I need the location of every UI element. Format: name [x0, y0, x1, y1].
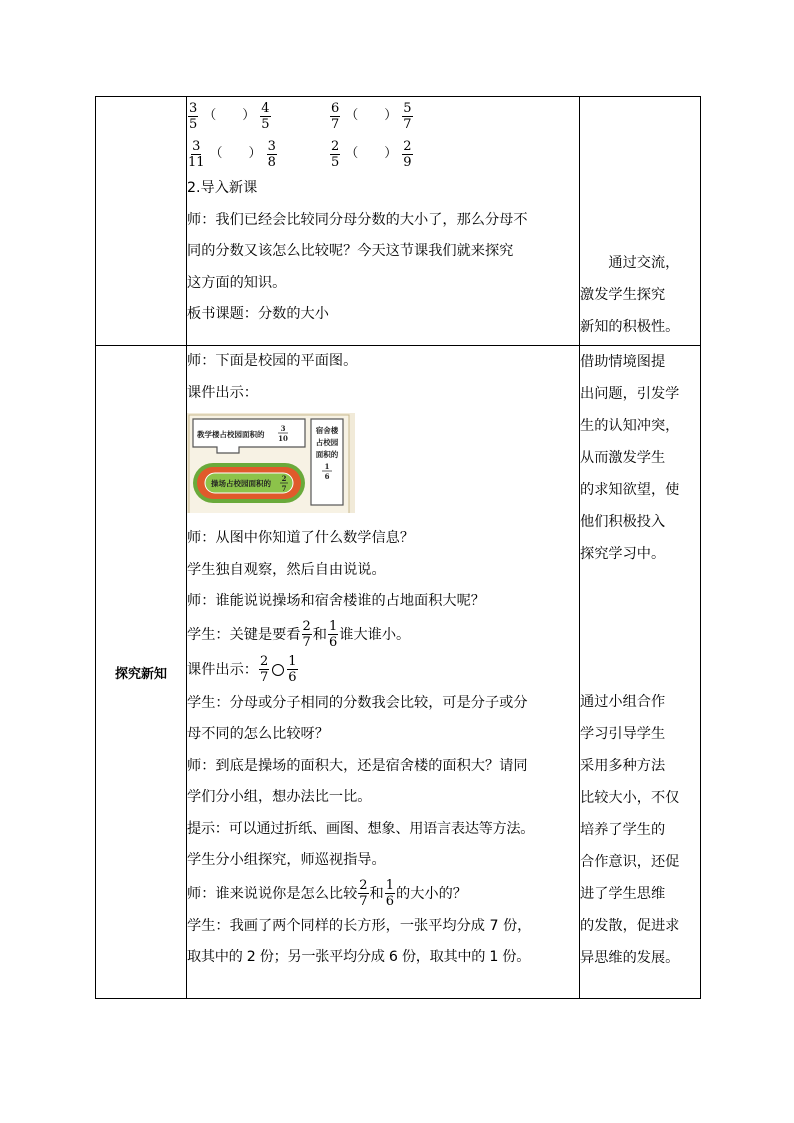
teaching-frac-num: 3 — [280, 424, 286, 433]
fraction: $\frac{2}{7}$ — [259, 654, 269, 685]
compare-item — [187, 100, 329, 132]
text-line: 2.导入新课 — [187, 180, 258, 196]
cell-intro-note — [580, 97, 701, 346]
note-line: 学习引导学生 — [580, 726, 666, 742]
cell-explore-content — [187, 346, 580, 999]
note-line: 进了学生思维 — [580, 886, 666, 902]
text-line: 学们分小组，想办法比一比。 — [187, 789, 372, 805]
compare-exercises — [187, 97, 579, 173]
note-line: 的发散，促进求 — [580, 918, 680, 934]
cell-empty-label — [96, 97, 187, 346]
cell-explore-notes — [580, 346, 701, 999]
fraction: $\frac{5}{7}$ — [403, 100, 412, 132]
fraction: $\frac{3}{8}$ — [267, 138, 276, 170]
answer-blank[interactable]: （ ） — [345, 146, 398, 162]
compare-item — [329, 138, 469, 170]
fraction: $\frac{1}{6}$ — [329, 619, 338, 650]
note-line: 合作意识，还促 — [580, 854, 680, 870]
answer-blank[interactable]: （ ） — [345, 108, 398, 124]
text-line: 师：谁能说说操场和宿舍楼谁的占地面积大呢？ — [187, 593, 485, 609]
note-block-2 — [580, 686, 700, 974]
row-intro — [96, 97, 701, 346]
lesson-plan-table — [95, 96, 701, 999]
note-line: 出问题，引发学 — [580, 386, 680, 402]
note-line: 培养了学生的 — [580, 822, 666, 838]
fraction: $\frac{6}{7}$ — [331, 100, 340, 132]
text-line-fraction: 课件出示： $\frac{2}{7}$ $\frac{1}{6}$ — [187, 654, 297, 685]
compare-circle-icon — [272, 664, 284, 676]
playground-frac-num: 2 — [281, 474, 287, 483]
text-line-fraction: 师：谁来说说你是怎么比较 $\frac{2}{7}$ 和 $\frac{1}{6}$ 的大小的？ — [187, 878, 467, 909]
note-line: 异思维的发展。 — [580, 950, 680, 966]
note-line: 他们积极投入 — [580, 514, 666, 530]
text-line: 学生独自观察，然后自由说说。 — [187, 561, 386, 578]
note-line: 通过交流， — [580, 255, 680, 271]
note-line: 激发学生探究 — [580, 287, 666, 303]
text-line: 这方面的知识。 — [187, 274, 287, 291]
compare-item — [187, 138, 329, 170]
text-line: 母不同的怎么比较呀？ — [187, 726, 329, 742]
fraction: $\frac{2}{5}$ — [331, 138, 340, 170]
dorm-frac-num: 1 — [324, 462, 330, 471]
note-line: 的求知欲望，使 — [580, 482, 680, 498]
text-line: 课件出示： — [187, 384, 258, 401]
fraction: $\frac{1}{6}$ — [288, 654, 297, 685]
note-line: 探究学习中。 — [580, 546, 666, 562]
note-line: 采用多种方法 — [580, 758, 666, 774]
text-line: 学生：分母或分子相同的分数我会比较，可是分子或分 — [187, 694, 528, 711]
note-line: 通过小组合作 — [580, 694, 666, 710]
compare-item — [329, 100, 469, 132]
cell-intro-content — [187, 97, 580, 346]
text-line: 师：从图中你知道了什么数学信息？ — [187, 530, 415, 546]
compare-row — [187, 97, 579, 135]
fraction: $\frac{4}{5}$ — [261, 100, 270, 132]
dorm-label-line: 占校园 — [315, 438, 339, 447]
text-line: 师：到底是操场的面积大，还是宿舍楼的面积大？请同 — [187, 757, 528, 774]
note-line: 从而激发学生 — [580, 450, 666, 466]
fraction: $\frac{3}{5}$ — [189, 100, 198, 132]
note-line: 比较大小，不仅 — [580, 790, 680, 806]
answer-blank[interactable]: （ ） — [203, 108, 256, 124]
note-line: 借助情境图提 — [580, 354, 666, 370]
dorm-frac-den: 6 — [324, 472, 330, 481]
answer-blank[interactable]: （ ） — [209, 146, 262, 162]
note-line: 新知的积极性。 — [580, 319, 680, 335]
note-line: 生的认知冲突， — [580, 418, 680, 434]
dorm-label-line: 宿舍楼 — [315, 426, 339, 435]
text-line: 师：我们已经会比较同分母分数的大小了，那么分母不 — [187, 211, 528, 228]
teaching-building-label: 教学楼占校园面积的 — [197, 430, 265, 439]
fraction: $\frac{2}{7}$ — [302, 619, 311, 650]
compare-row — [187, 135, 579, 173]
fraction: $\frac{2}{7}$ — [359, 878, 368, 909]
fraction: $\frac{3}{11}$ — [188, 138, 205, 170]
text-line: 学生：我画了两个同样的长方形，一张平均分成 7 份， — [187, 917, 532, 934]
text-line: 师：下面是校园的平面图。 — [187, 353, 358, 369]
note-block-1 — [580, 346, 700, 570]
fraction: $\frac{1}{6}$ — [385, 878, 395, 909]
dorm-label-line: 面积的 — [315, 450, 339, 459]
playground-label: 操场占校园面积的 — [211, 479, 271, 488]
text-line: 取其中的 2 份；另一张平均分成 6 份，取其中的 1 份。 — [187, 949, 531, 965]
text-line: 板书课题：分数的大小 — [187, 306, 329, 322]
text-line: 学生分小组探究，师巡视指导。 — [187, 852, 386, 868]
teaching-frac-den: 10 — [278, 434, 288, 443]
row-explore — [96, 346, 701, 999]
text-line-fraction: 学生：关键是要看 $\frac{2}{7}$ 和 $\frac{1}{6}$ 谁大谁小。 — [187, 619, 411, 650]
fraction: $\frac{2}{9}$ — [403, 138, 412, 170]
section-label: 探究新知 — [96, 346, 187, 999]
text-line: 同的分数又该怎么比较呢？今天这节课我们就来探究 — [187, 243, 514, 259]
text-line: 提示：可以通过折纸、画图、想象、用语言表达等方法。 — [187, 820, 535, 837]
campus-map — [187, 413, 355, 521]
playground-frac-den: 7 — [281, 484, 287, 493]
